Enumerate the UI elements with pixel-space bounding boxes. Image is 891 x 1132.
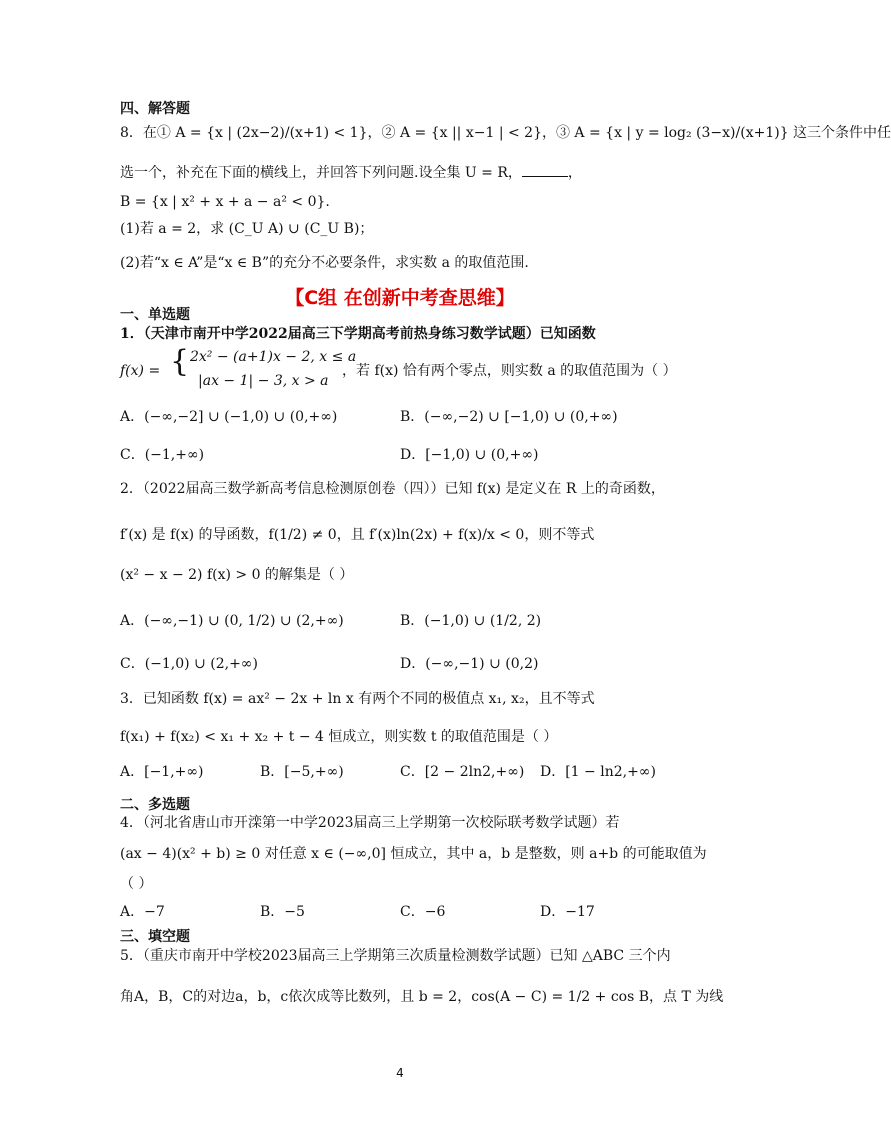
q4-option-b: B．−5 bbox=[260, 904, 305, 920]
page-number: 4 bbox=[396, 1066, 404, 1080]
q4-option-d: D．−17 bbox=[540, 904, 595, 920]
q4-line2: (ax − 4)(x² + b) ≥ 0 对任意 x ∈ (−∞,0] 恒成立，其中 a，b 是整数，则 a+b 的可能取值为 bbox=[120, 846, 707, 862]
q1-source: 1．（天津市南开中学2022届高三下学期高考前热身练习数学试题）已知函数 bbox=[120, 326, 596, 342]
group-title: 【C组 在创新中考查思维】 bbox=[285, 287, 515, 309]
q2-option-b: B．(−1,0) ∪ (1/2, 2) bbox=[400, 613, 542, 629]
q3-option-d: D．[1 − ln2,+∞) bbox=[540, 764, 656, 780]
answer-blank bbox=[522, 164, 568, 177]
q1-option-a: A．(−∞,−2] ∪ (−1,0) ∪ (0,+∞) bbox=[120, 409, 338, 425]
q8-line2-end: ， bbox=[567, 165, 582, 181]
q4-option-a: A．−7 bbox=[120, 904, 165, 920]
q3-line2: f(x₁) + f(x₂) < x₁ + x₂ + t − 4 恒成立，则实数 t 的取值范围是（ ） bbox=[120, 729, 558, 745]
q3-option-c: C．[2 − 2ln2,+∞) bbox=[400, 764, 525, 780]
q2-line2: f′(x) 是 f(x) 的导函数，f(1/2) ≠ 0，且 f′(x)ln(2x) + f(x)/x < 0，则不等式 bbox=[120, 527, 595, 543]
section-heading-multi-choice: 二、多选题 bbox=[120, 797, 190, 813]
section-heading-single-choice: 一、单选题 bbox=[120, 307, 190, 323]
q5-source: 5．（重庆市南开中学校2023届高三上学期第三次质量检测数学试题）已知 △ABC 三个内 bbox=[120, 948, 671, 964]
q1-case2: |ax − 1| − 3, x > a bbox=[198, 373, 329, 389]
q3-option-b: B．[−5,+∞) bbox=[260, 764, 344, 780]
q1-tail: ，若 f(x) 恰有两个零点，则实数 a 的取值范围为（ ） bbox=[342, 363, 677, 379]
q2-line3: (x² − x − 2) f(x) > 0 的解集是（ ） bbox=[120, 567, 354, 583]
piecewise-brace: { bbox=[170, 344, 190, 379]
q4-option-c: C．−6 bbox=[400, 904, 446, 920]
q1-option-d: D．[−1,0) ∪ (0,+∞) bbox=[400, 447, 539, 463]
q2-option-a: A．(−∞,−1) ∪ (0, 1/2) ∪ (2,+∞) bbox=[120, 613, 344, 629]
q8-line2-text: 选一个，补充在下面的横线上，并回答下列问题.设全集 U = R， bbox=[120, 165, 522, 181]
q3-line1: 3．已知函数 f(x) = ax² − 2x + ln x 有两个不同的极值点 x₁, x₂，且不等式 bbox=[120, 691, 595, 707]
q8-part2: (2)若“x ∈ A”是“x ∈ B”的充分不必要条件，求实数 a 的取值范围. bbox=[120, 255, 529, 271]
q8-part1: (1)若 a = 2，求 (C_U A) ∪ (C_U B)； bbox=[120, 221, 374, 237]
q5-line2: 角A，B，C的对边a，b，c依次成等比数列，且 b = 2，cos(A − C) = 1/2 + cos B，点 T 为线 bbox=[120, 989, 724, 1005]
q8-line1: 8．在① A = {x | (2x−2)/(x+1) < 1}，② A = {x || x−1 | < 2}，③ A = {x | y = log₂ (3−x)/(x+1)} 这三个条件中任 bbox=[120, 125, 891, 141]
q1-case1: 2x² − (a+1)x − 2, x ≤ a bbox=[190, 349, 357, 365]
section-heading-fill-blank: 三、填空题 bbox=[120, 929, 190, 945]
q1-option-c: C．(−1,+∞) bbox=[120, 447, 205, 463]
q1-option-b: B．(−∞,−2) ∪ [−1,0) ∪ (0,+∞) bbox=[400, 409, 618, 425]
q4-source: 4．（河北省唐山市开滦第一中学2023届高三上学期第一次校际联考数学试题）若 bbox=[120, 815, 620, 831]
q2-source: 2．（2022届高三数学新高考信息检测原创卷（四））已知 f(x) 是定义在 R 上的奇函数， bbox=[120, 481, 665, 497]
q1-function-name: f(x) = bbox=[120, 363, 161, 379]
q4-line3: （ ） bbox=[120, 876, 153, 892]
q2-option-d: D．(−∞,−1) ∪ (0,2) bbox=[400, 656, 539, 672]
q8-line3: B = {x | x² + x + a − a² < 0}. bbox=[120, 194, 330, 210]
q8-line2 bbox=[120, 164, 582, 182]
section-heading-answer: 四、解答题 bbox=[120, 101, 190, 117]
q3-option-a: A．[−1,+∞) bbox=[120, 764, 204, 780]
q2-option-c: C．(−1,0) ∪ (2,+∞) bbox=[120, 656, 258, 672]
